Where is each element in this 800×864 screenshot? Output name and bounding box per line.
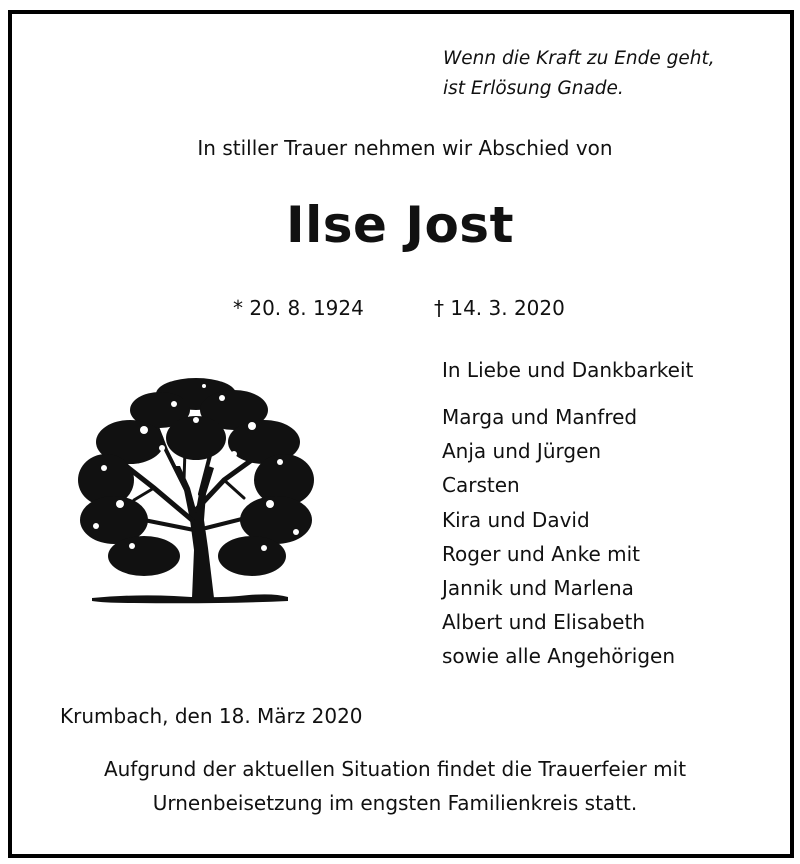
motto — [443, 44, 715, 104]
list-item: Anja und Jürgen — [442, 439, 602, 464]
motto-line-1: Wenn die Kraft zu Ende geht, — [443, 48, 715, 69]
birth-date: * 20. 8. 1924 — [233, 296, 364, 320]
intro-text: In stiller Trauer nehmen wir Abschied von — [197, 136, 613, 160]
list-item: Albert und Elisabeth — [442, 610, 646, 635]
list-item: Marga und Manfred — [442, 405, 638, 429]
motto-line-2: ist Erlösung Gnade. — [443, 78, 624, 99]
death-date: † 14. 3. 2020 — [434, 296, 565, 320]
list-item: Jannik und Marlena — [442, 576, 634, 601]
deceased-name: Ilse Jost — [286, 196, 514, 254]
dedication-line: In Liebe und Dankbarkeit — [442, 358, 694, 382]
notice-line-1: Aufgrund der aktuellen Situation findet die Trauerfeier mit — [103, 757, 687, 781]
notice-line-2: Urnenbeisetzung im engsten Familienkreis statt. — [152, 791, 638, 815]
tree-icon — [74, 370, 318, 606]
list-item: Kira und David — [442, 507, 590, 532]
place-date: Krumbach, den 18. März 2020 — [60, 704, 363, 728]
list-item: Carsten — [442, 473, 520, 498]
funeral-notice — [0, 752, 790, 820]
family-list — [442, 400, 675, 674]
list-item: sowie alle Angehörigen — [442, 644, 675, 669]
list-item: Roger und Anke mit — [442, 541, 640, 566]
